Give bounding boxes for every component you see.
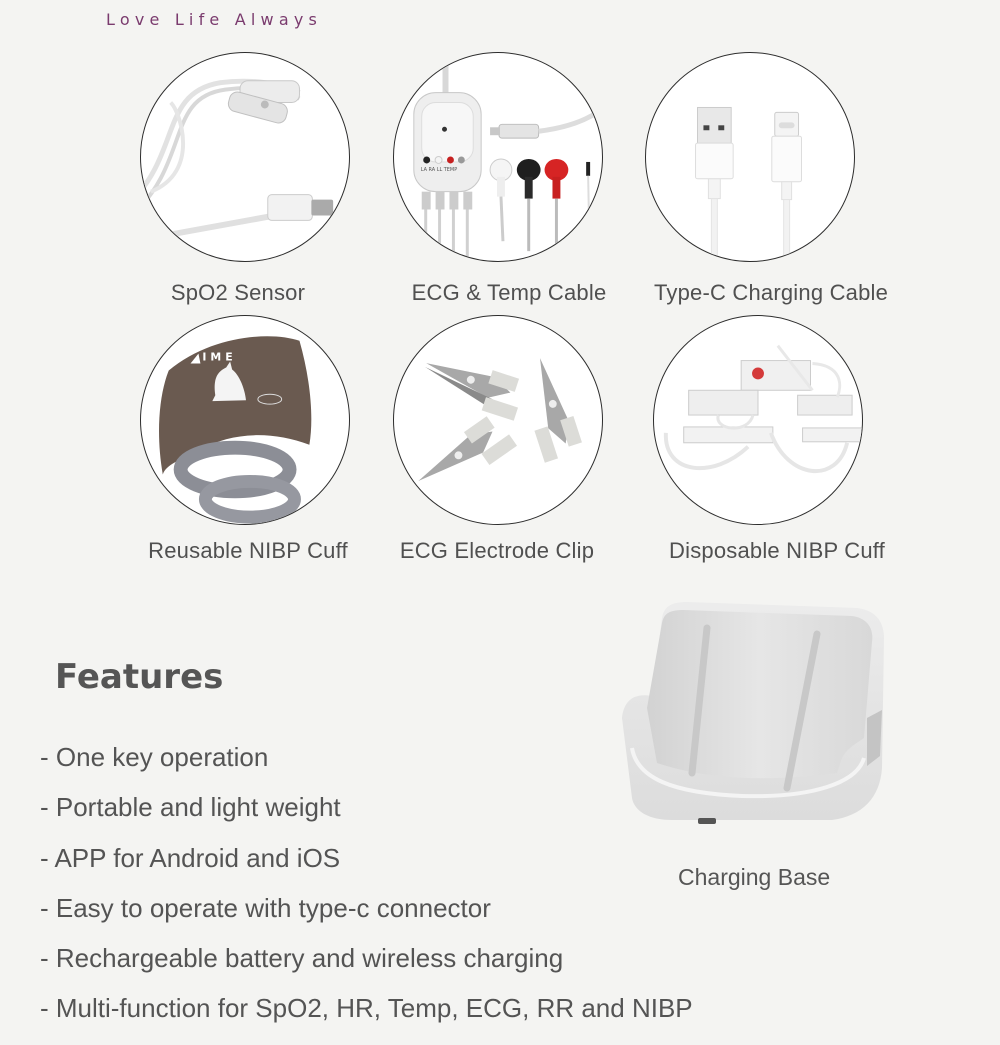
- charging-base-image: [612, 598, 892, 838]
- feature-item: - One key operation: [40, 742, 269, 772]
- ecg-temp-cable-label: ECG & Temp Cable: [411, 280, 607, 305]
- reusable-cuff-label: Reusable NIBP Cuff: [148, 538, 348, 563]
- feature-item: - Multi-function for SpO2, HR, Temp, ECG, RR and NIBP: [40, 993, 693, 1024]
- ecg-temp-cable-image: [393, 52, 603, 262]
- tagline: Love Life Always: [106, 10, 323, 29]
- svg-text:IME: IME: [202, 350, 237, 364]
- electrode-clip-label: ECG Electrode Clip: [399, 538, 595, 563]
- features-title: Features: [55, 657, 224, 697]
- disposable-cuff-icon: [654, 316, 862, 524]
- type-c-cable-image: [645, 52, 855, 262]
- disposable-cuff-image: [653, 315, 863, 525]
- feature-item: - Rechargeable battery and wireless charging: [40, 943, 564, 974]
- reusable-cuff-image: [140, 315, 350, 525]
- disposable-cuff-label: Disposable NIBP Cuff: [669, 538, 885, 563]
- type-c-cable-icon: [646, 53, 854, 261]
- svg-text:LA RA LL TEMP: LA RA LL TEMP: [420, 166, 458, 173]
- charging-base-label: Charging Base: [678, 864, 831, 890]
- feature-item: - APP for Android and iOS: [40, 842, 341, 873]
- electrode-clip-icon: [394, 316, 602, 524]
- electrode-clip-image: [393, 315, 603, 525]
- feature-item: - Portable and light weight: [40, 792, 341, 823]
- ecg-temp-cable-icon: [394, 53, 602, 261]
- charging-base-icon: [612, 598, 892, 838]
- spo2-sensor-image: [140, 52, 350, 262]
- feature-item: - Easy to operate with type-c connector: [40, 892, 491, 923]
- reusable-cuff-icon: [141, 316, 349, 524]
- spo2-sensor-label: SpO2 Sensor: [170, 280, 306, 305]
- features-list: [40, 732, 693, 1034]
- spo2-sensor-icon: [141, 53, 349, 261]
- type-c-cable-label: Type-C Charging Cable: [653, 280, 889, 305]
